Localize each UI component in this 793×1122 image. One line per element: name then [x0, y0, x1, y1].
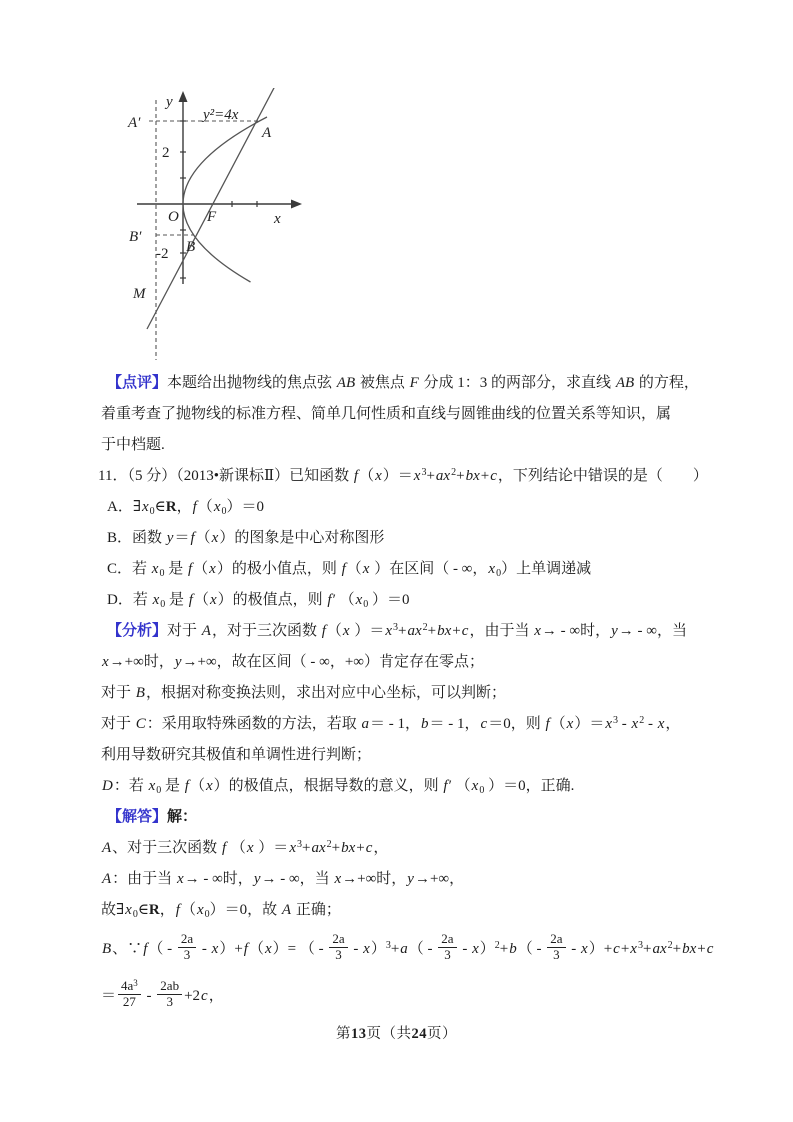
fraction: $\frac{2a}{3}$ [438, 932, 456, 963]
text-line: 着重考查了抛物线的标准方程、简单几何性质和直线与圆锥曲线的位置关系等知识，属 [101, 406, 672, 422]
text-line: x→+∞时，y→+∞，故在区间（ - ∞，+∞）肯定存在零点； [102, 654, 484, 670]
text-line: 【分析】对于 A，对于三次函数 f（x ）$=x^3+ax^2+bx+c$，由于当 x→ - ∞时，y→ - ∞，当 [107, 622, 687, 639]
fraction: $\frac{2a}{3}$ [178, 932, 196, 963]
text-line: 于中档题. [101, 437, 165, 453]
solution-text-block [98, 368, 714, 1020]
y-axis-arrow [179, 91, 188, 102]
page-footer: 第13页（共24页） [336, 1026, 457, 1042]
text-line: 11．（5 分）（2013•新课标Ⅱ）已知函数 $f(x)=x^3+ax^2+bx+c$，下列结论中错误的是（ ） [98, 467, 708, 484]
tick-neg2-label: -2 [156, 246, 169, 262]
text-line: ＝ $\frac{4a^3}{27}$ - $\frac{2ab}{3}$ +2c， [101, 978, 224, 1010]
parabola-curve [183, 117, 267, 282]
x-axis-label: x [274, 211, 281, 227]
fraction: $\frac{4a^3}{27}$ [118, 979, 141, 1010]
text-line: 对于 B，根据对称变换法则，求出对应中心坐标，可以判断； [101, 685, 506, 701]
x-axis-arrow [291, 200, 302, 209]
text-line: 故$\exists x_0\in R$，$f(x_0)=0$，故 A 正确； [101, 902, 341, 920]
A-label: A [262, 125, 272, 141]
parabola-figure [125, 88, 337, 378]
fraction: $\frac{2a}{3}$ [329, 932, 347, 963]
tick-2-label: 2 [162, 145, 170, 161]
fraction: $\frac{2a}{3}$ [547, 932, 565, 963]
B-label: B [186, 239, 196, 255]
text-line: 对于 C：采用取特殊函数的方法，若取 a＝ - 1，b＝ - 1，c＝0，则 $f(x)=x^3 - x^2 - x$， [101, 715, 681, 732]
text-line: B、∵f（ - $\frac{2a}{3}$ - x）+f（x）= （ - $\frac{2a}{3}$ - x）$^3$+a（ - $\frac{2a}{3}$ - x）$^2$+b（ - $\frac{2a}{3}$ - $x)+c+x^3+ax^2+bx+c$ [102, 931, 714, 963]
text-line: B．函数 y＝f（x）的图象是中心对称图形 [107, 530, 385, 546]
text-line: C．若 $x_0$ 是 f（x）的极小值点，则 f（x ）在区间（ - ∞，$x_0$）上单调递减 [107, 561, 592, 579]
text-line: 【解答】解： [107, 809, 198, 825]
y-axis-label: y [166, 94, 173, 110]
text-line: D：若 $x_0$ 是 f（x）的极值点，根据导数的意义，则 f′ （$x_0$ ）＝0，正确. [102, 778, 575, 796]
origin-label: O [168, 209, 179, 225]
text-line: A、对于三次函数 f （x ）$=x^3+ax^2+bx+c$， [102, 839, 389, 856]
text-line: A．$\exists x_0\in R$，$f(x_0)=0$ [107, 499, 264, 517]
text-line: D．若 $x_0$ 是 f（x）的极值点，则 f′ （$x_0$ ）＝0 [107, 592, 410, 610]
text-line: 利用导数研究其极值和单调性进行判断； [101, 747, 372, 763]
text-line: A：由于当 x→ - ∞时，y→ - ∞，当 x→+∞时，y→+∞， [102, 871, 465, 887]
fraction: $\frac{2ab}{3}$ [157, 979, 182, 1010]
equation-label: y²=4x [203, 107, 239, 123]
focus-label: F [207, 209, 217, 225]
text-line: 【点评】本题给出抛物线的焦点弦 AB 被焦点 F 分成 1：3 的两部分，求直线 AB 的方程， [107, 375, 699, 391]
B-prime-label: B′ [129, 229, 142, 245]
M-label: M [133, 286, 146, 302]
A-prime-label: A′ [128, 115, 141, 131]
